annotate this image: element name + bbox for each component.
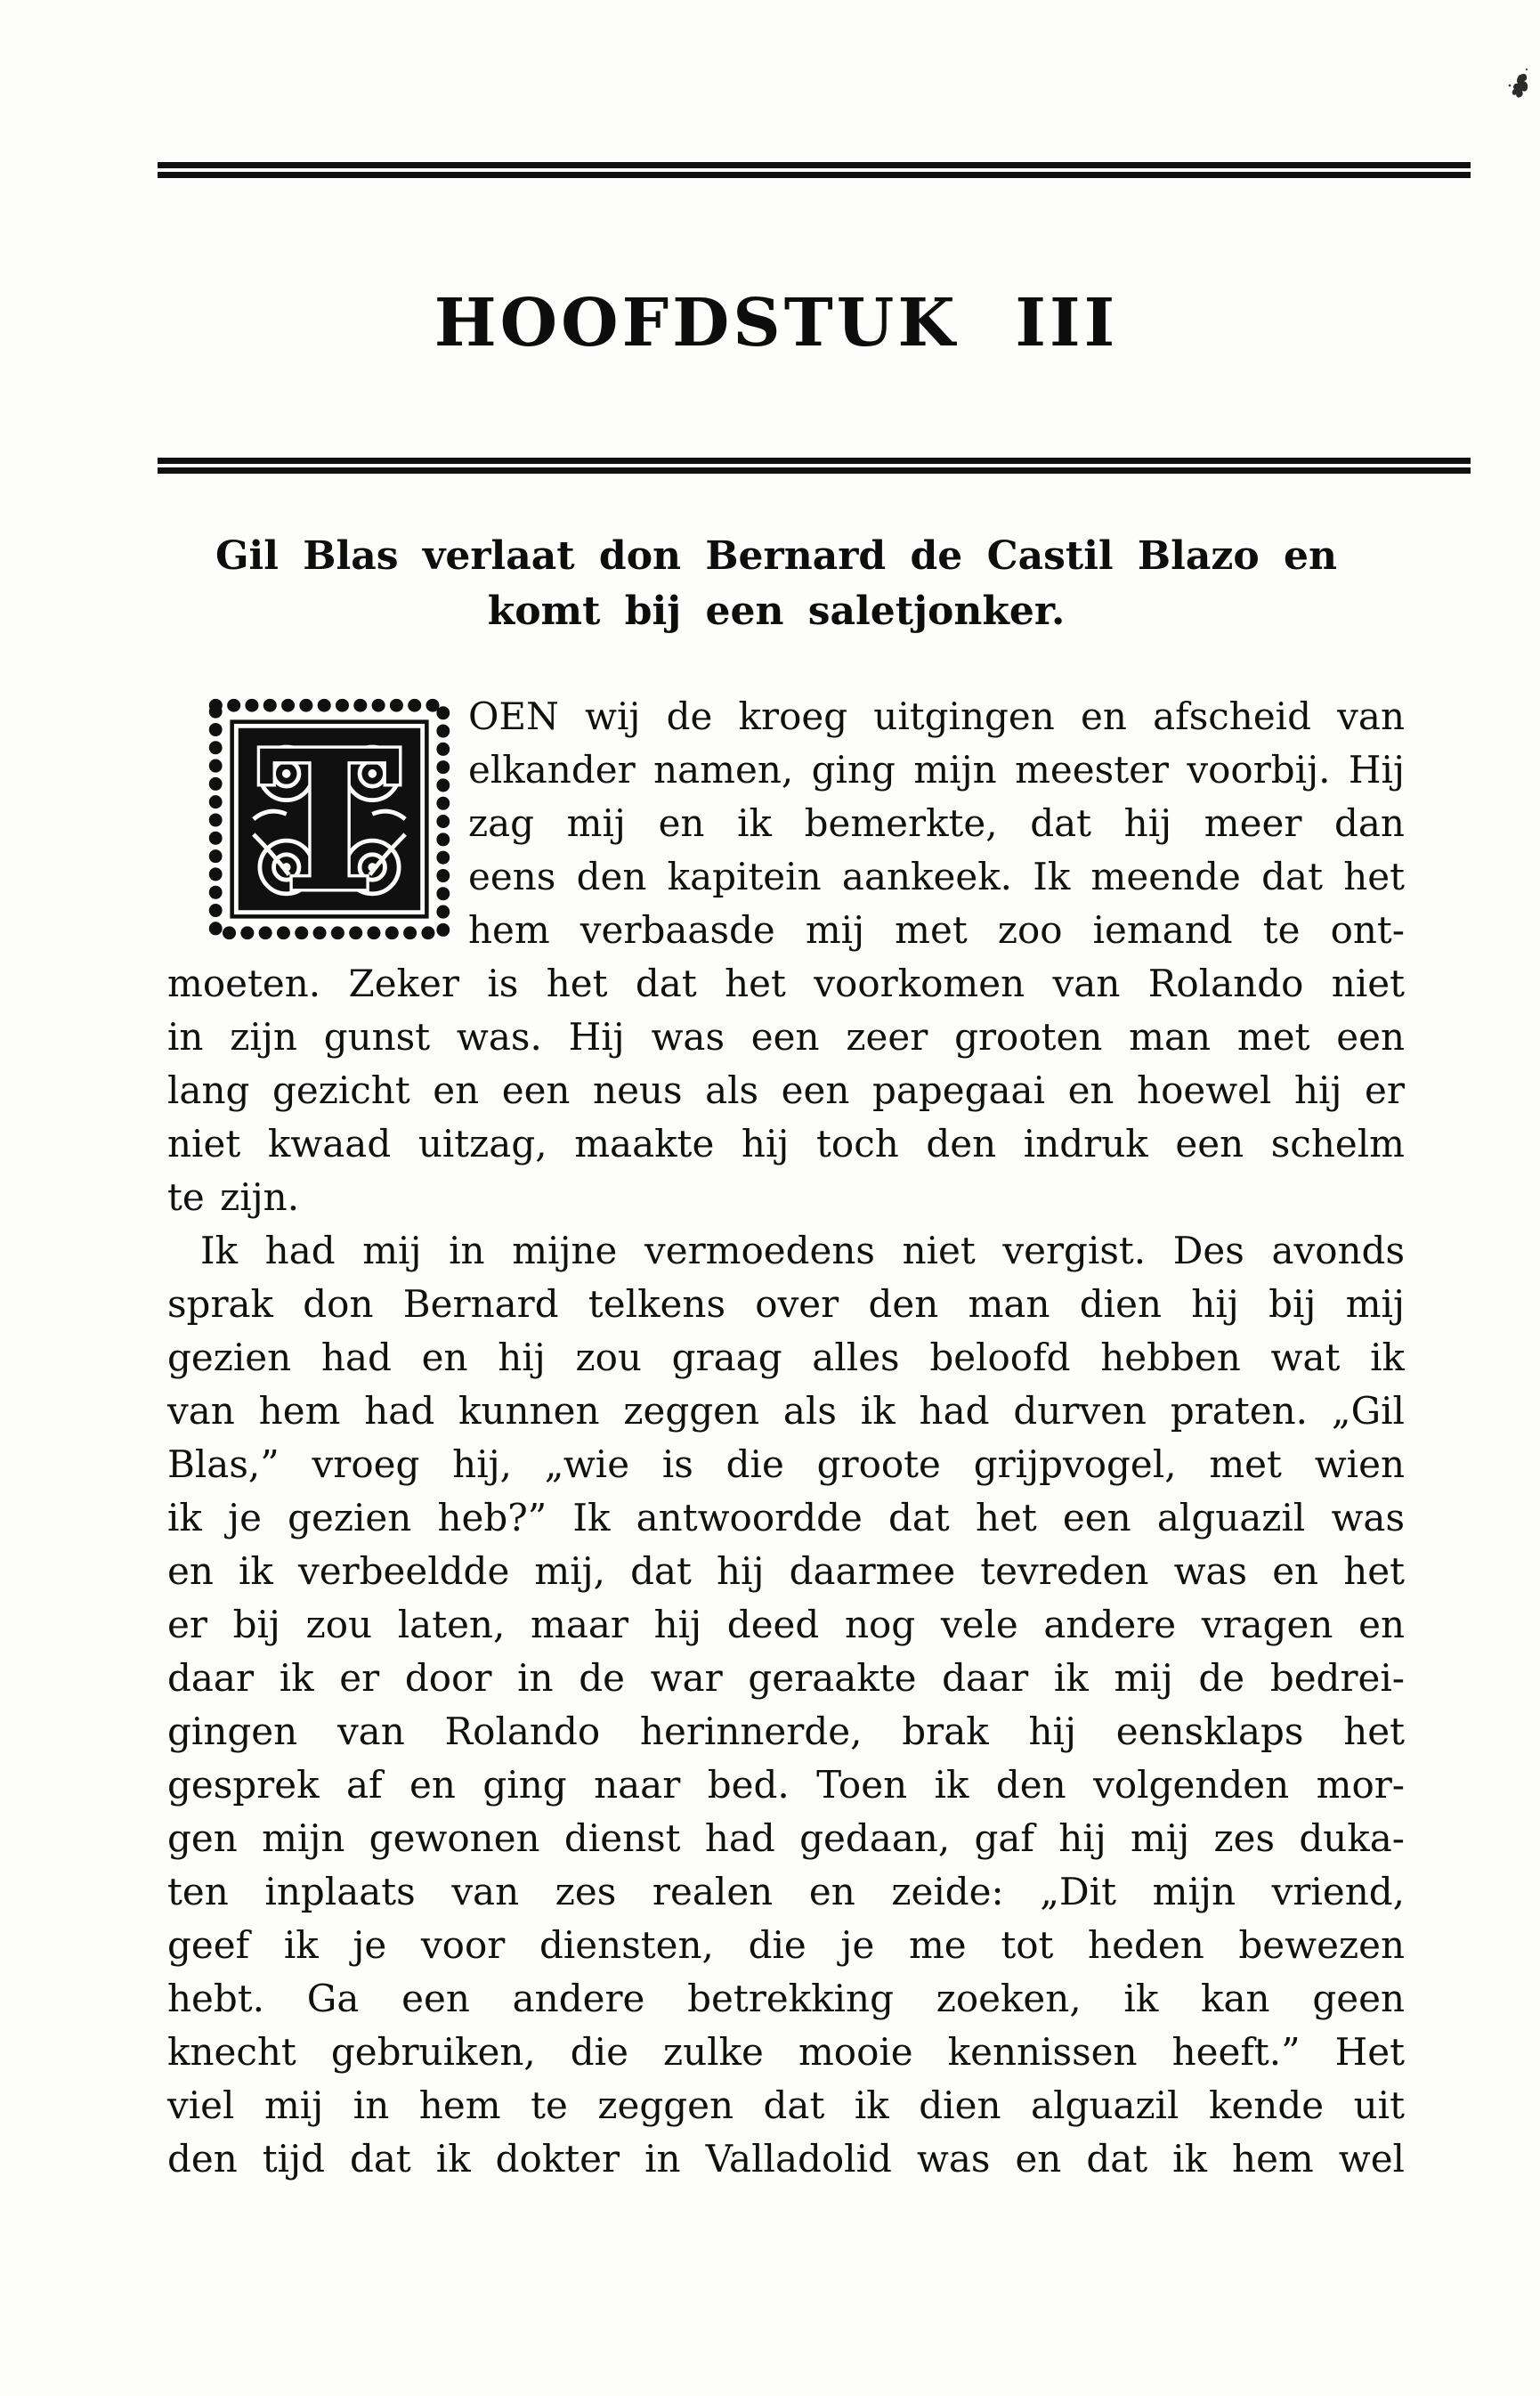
paragraph1-wrapped-lines <box>468 690 1405 957</box>
text-line: in zijn gunst was. Hij was een zeer grooten man met een <box>167 1015 1405 1059</box>
text-line: ik je gezien heb?” Ik antwoordde dat het een alguazil was <box>167 1496 1405 1539</box>
text-line: den tijd dat ik dokter in Valladolid was en dat ik hem wel <box>167 2137 1405 2181</box>
chapter-subtitle <box>158 529 1395 639</box>
text-line: moeten. Zeker is het dat het voorkomen van Rolando niet <box>167 962 1405 1005</box>
text-line: eens den kapitein aankeek. Ik meende dat het <box>468 855 1405 898</box>
chapter-title: HOOFDSTUK III <box>434 285 1119 361</box>
text-line: hem verbaasde mij met zoo iemand te ont- <box>468 908 1405 952</box>
paragraph1-full-lines <box>167 957 1405 1224</box>
first-paragraph-block <box>167 690 1405 957</box>
text-line: viel mij in hem te zeggen dat ik dien alguazil kende uit <box>167 2083 1405 2127</box>
text-line: sprak don Bernard telkens over den man dien hij bij mij <box>167 1282 1405 1326</box>
text-line: elkander namen, ging mijn meester voorbij. Hij <box>468 748 1405 792</box>
drop-cap-letter: T <box>257 708 401 935</box>
text-line: lang gezicht en een neus als een papegaai en hoewel hij er <box>167 1068 1405 1112</box>
text-line: van hem had kunnen zeggen als ik had durven praten. „Gil <box>167 1389 1405 1433</box>
text-line: hebt. Ga een andere betrekking zoeken, ik kan geen <box>167 1977 1405 2020</box>
ink-smudge <box>1503 68 1533 109</box>
text-line: niet kwaad uitzag, maakte hij toch den indruk een schelm <box>167 1122 1405 1166</box>
text-line: en ik verbeeldde mij, dat hij daarmee tevreden was en het <box>167 1549 1405 1593</box>
text-line: daar ik er door in de war geraakte daar ik mij de bedrei- <box>167 1656 1405 1700</box>
text-line: OEN wij de kroeg uitgingen en afscheid van <box>468 694 1405 738</box>
double-rule-top <box>158 162 1471 178</box>
ink-smudge-icon <box>1503 68 1533 109</box>
text-line: knecht gebruiken, die zulke mooie kennissen heeft.” Het <box>167 2030 1405 2074</box>
text-line: Ik had mij in mijne vermoedens niet vergist. Des avonds <box>200 1229 1405 1272</box>
text-line: gezien had en hij zou graag alles beloofd hebben wat ik <box>167 1336 1405 1379</box>
text-line: er bij zou laten, maar hij deed nog vele andere vragen en <box>167 1603 1405 1646</box>
body-text <box>167 690 1405 2186</box>
text-line: gingen van Rolando herinnerde, brak hij eensklaps het <box>167 1710 1405 1753</box>
subtitle-line-1: Gil Blas verlaat don Bernard de Castil Blazo en <box>215 533 1337 579</box>
text-line: ten inplaats van zes realen en zeide: „Dit mijn vriend, <box>167 1870 1405 1913</box>
drop-cap-block <box>203 693 456 946</box>
text-line: zag mij en ik bemerkte, dat hij meer dan <box>468 801 1405 845</box>
text-line: Blas,” vroeg hij, „wie is die groote grijpvogel, met wien <box>167 1442 1405 1486</box>
text-line: te zijn. <box>167 1175 300 1219</box>
double-rule-middle <box>158 458 1471 474</box>
paragraph2-lines <box>167 1224 1405 2186</box>
text-line: gen mijn gewonen dienst had gedaan, gaf hij mij zes duka- <box>167 1816 1405 1860</box>
drop-cap-ornament-icon <box>203 693 456 946</box>
text-line: geef ik je voor diensten, die je me tot heden bewezen <box>167 1923 1405 1967</box>
subtitle-line-2: komt bij een saletjonker. <box>487 589 1066 634</box>
text-line: gesprek af en ging naar bed. Toen ik den volgenden mor- <box>167 1763 1405 1807</box>
